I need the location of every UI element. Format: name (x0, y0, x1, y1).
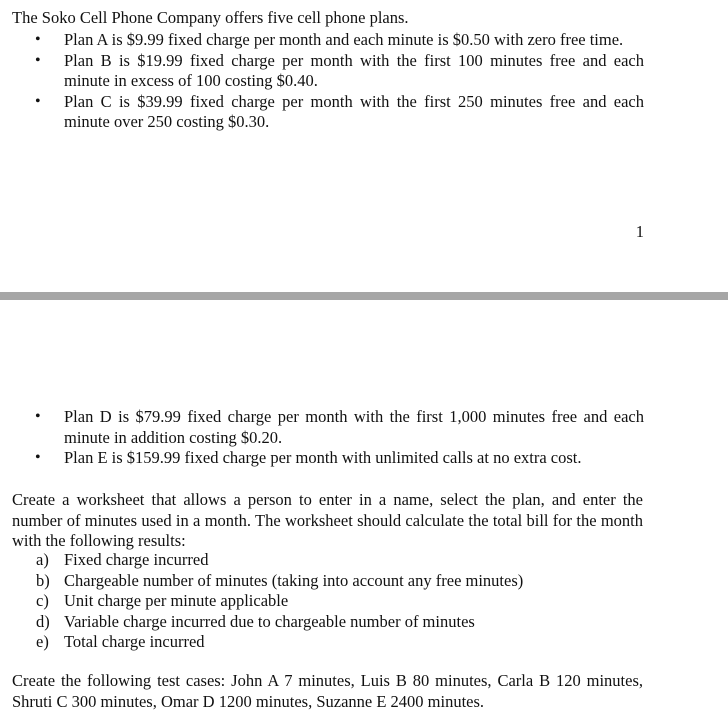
bullet-icon: • (35, 92, 41, 110)
result-text: Chargeable number of minutes (taking into account any free minutes) (64, 570, 524, 590)
result-marker: b) (36, 570, 50, 590)
plan-d-text: Plan D is $79.99 fixed charge per month with the first 1,000 minutes free and each minute in addition costing $0.20. (64, 407, 644, 447)
result-item-c (36, 591, 523, 612)
plan-b-item (0, 51, 644, 92)
plan-list-2 (0, 407, 728, 469)
result-item-d (36, 612, 523, 633)
result-marker: d) (36, 611, 50, 631)
result-item-b (36, 571, 523, 592)
result-text: Variable charge incurred due to chargeable number of minutes (64, 611, 475, 631)
plan-e-item (0, 448, 644, 469)
plan-list-1 (0, 30, 728, 133)
results-list (36, 550, 523, 653)
page-number: 1 (635, 222, 644, 241)
result-marker: a) (36, 550, 49, 569)
intro-sentence: The Soko Cell Phone Company offers five cell phone plans. (12, 8, 409, 27)
page-separator (0, 292, 728, 300)
plan-c-text: Plan C is $39.99 fixed charge per month with the first 250 minutes free and each minute over 250 costing $0.30. (64, 91, 644, 131)
bullet-icon: • (35, 408, 41, 425)
result-marker: e) (36, 632, 49, 651)
bullet-icon: • (35, 31, 41, 48)
bullet-icon: • (35, 449, 41, 466)
task-paragraph: Create a worksheet that allows a person to enter in a name, select the plan, and enter the number of minutes used in a month. The worksheet should calculate the total bill for the month with the following results: (12, 490, 643, 550)
plan-d-item (0, 407, 644, 448)
result-item-a (36, 550, 523, 571)
bullet-icon: • (35, 51, 41, 69)
plan-e-text: Plan E is $159.99 fixed charge per month with unlimited calls at no extra cost. (64, 448, 582, 467)
page-1 (0, 0, 728, 292)
result-text: Fixed charge incurred (64, 550, 209, 569)
result-item-e (36, 632, 523, 653)
plan-a-text: Plan A is $9.99 fixed charge per month and each minute is $0.50 with zero free time. (64, 30, 624, 49)
result-text: Unit charge per minute applicable (64, 591, 289, 610)
result-text: Total charge incurred (64, 632, 205, 651)
plan-b-text: Plan B is $19.99 fixed charge per month with the first 100 minutes free and each minute in excess of 100 costing $0.40. (64, 50, 644, 90)
result-marker: c) (36, 591, 49, 610)
page-2 (0, 300, 728, 724)
test-cases-paragraph: Create the following test cases: John A 7 minutes, Luis B 80 minutes, Carla B 120 minutes, Shruti C 300 minutes, Omar D 1200 minutes, Suzanne E 2400 minutes. (12, 671, 643, 711)
plan-a-item (0, 30, 644, 51)
plan-c-item (0, 92, 644, 133)
